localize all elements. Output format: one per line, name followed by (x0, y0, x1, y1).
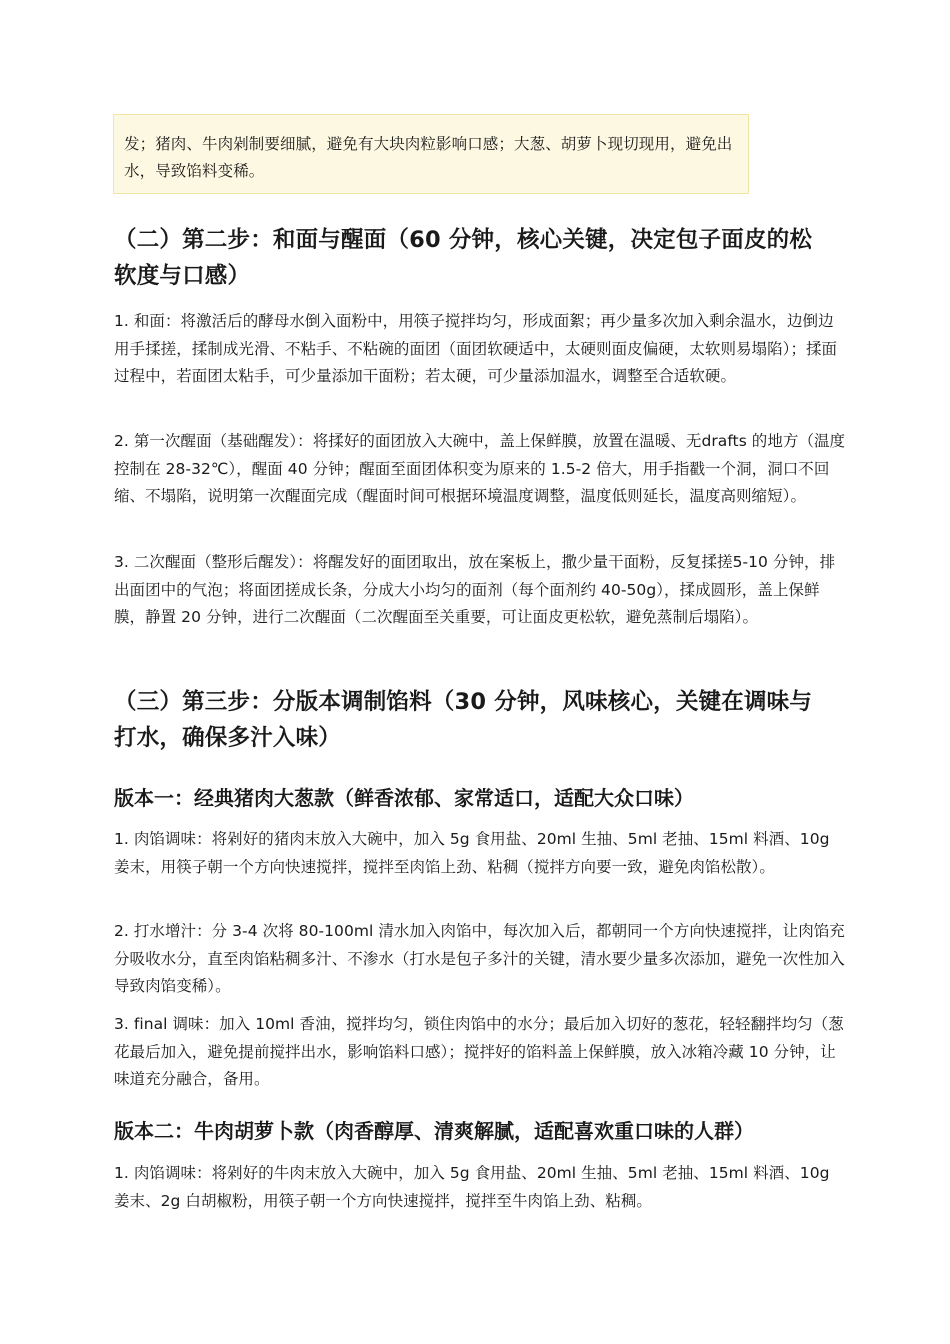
version1-heading: 版本一：经典猪肉大葱款（鲜香浓郁、家常适口，适配大众口味） (114, 786, 694, 810)
version2-item-1: 1. 肉馅调味：将剁好的牛肉末放入大碗中，加入 5g 食用盐、20ml 生抽、5ml 老抽、15ml 料酒、10g 姜末、2g 白胡椒粉，用筷子朝一个方向快速搅拌，搅拌至牛肉馅上劲、粘稠。 (114, 1164, 830, 1210)
step2-heading: （二）第二步：和面与醒面（60 分钟，核心关键，决定包子面皮的松软度与口感） (114, 227, 813, 289)
step2-item-3: 3. 二次醒面（整形后醒发）：将醒发好的面团取出，放在案板上，撒少量干面粉，反复揉搓5-10 分钟，排出面团中的气泡；将面团搓成长条，分成大小均匀的面剂（每个面剂约 40-50g），揉成圆形，盖上保鲜膜，静置 20 分钟，进行二次醒面（二次醒面至关重要，可让面皮更松软，避免蒸制后塌陷）。 (114, 553, 836, 626)
tip-note-box (113, 114, 749, 194)
tip-note-text: 发；猪肉、牛肉剁制要细腻，避免有大块肉粒影响口感；大葱、胡萝卜现切现用，避免出水，导致馅料变稀。 (124, 135, 733, 180)
version1-item-3: 3. final 调味：加入 10ml 香油，搅拌均匀，锁住肉馅中的水分；最后加入切好的葱花，轻轻翻拌均匀（葱花最后加入，避免提前搅拌出水，影响馅料口感）；搅拌好的馅料盖上保鲜膜，放入冰箱冷藏 10 分钟，让味道充分融合，备用。 (114, 1015, 844, 1088)
version1-item-1: 1. 肉馅调味：将剁好的猪肉末放入大碗中，加入 5g 食用盐、20ml 生抽、5ml 老抽、15ml 料酒、10g 姜末，用筷子朝一个方向快速搅拌，搅拌至肉馅上劲、粘稠（搅拌方向要一致，避免肉馅松散）。 (114, 830, 830, 876)
step3-heading: （三）第三步：分版本调制馅料（30 分钟，风味核心，关键在调味与打水，确保多汁入味） (114, 689, 813, 751)
step2-item-1: 1. 和面：将激活后的酵母水倒入面粉中，用筷子搅拌均匀，形成面絮；再少量多次加入剩余温水，边倒边用手揉搓，揉制成光滑、不粘手、不粘碗的面团（面团软硬适中，太硬则面皮偏硬，太软则易塌陷）；揉面过程中，若面团太粘手，可少量添加干面粉；若太硬，可少量添加温水，调整至合适软硬。 (114, 312, 838, 385)
version2-heading: 版本二：牛肉胡萝卜款（肉香醇厚、清爽解腻，适配喜欢重口味的人群） (114, 1119, 754, 1143)
step2-item-2: 2. 第一次醒面（基础醒发）：将揉好的面团放入大碗中，盖上保鲜膜，放置在温暖、无drafts 的地方（温度控制在 28-32℃），醒面 40 分钟；醒面至面团体积变为原来的 1.5-2 倍大，用手指戳一个洞，洞口不回缩、不塌陷，说明第一次醒面完成（醒面时间可根据环境温度调整，温度低则延长，温度高则缩短）。 (114, 432, 846, 505)
version1-item-2: 2. 打水增汁：分 3-4 次将 80-100ml 清水加入肉馅中，每次加入后，都朝同一个方向快速搅拌，让肉馅充分吸收水分，直至肉馅粘稠多汁、不渗水（打水是包子多汁的关键，清水要少量多次添加，避免一次性加入导致肉馅变稀）。 (114, 922, 845, 995)
